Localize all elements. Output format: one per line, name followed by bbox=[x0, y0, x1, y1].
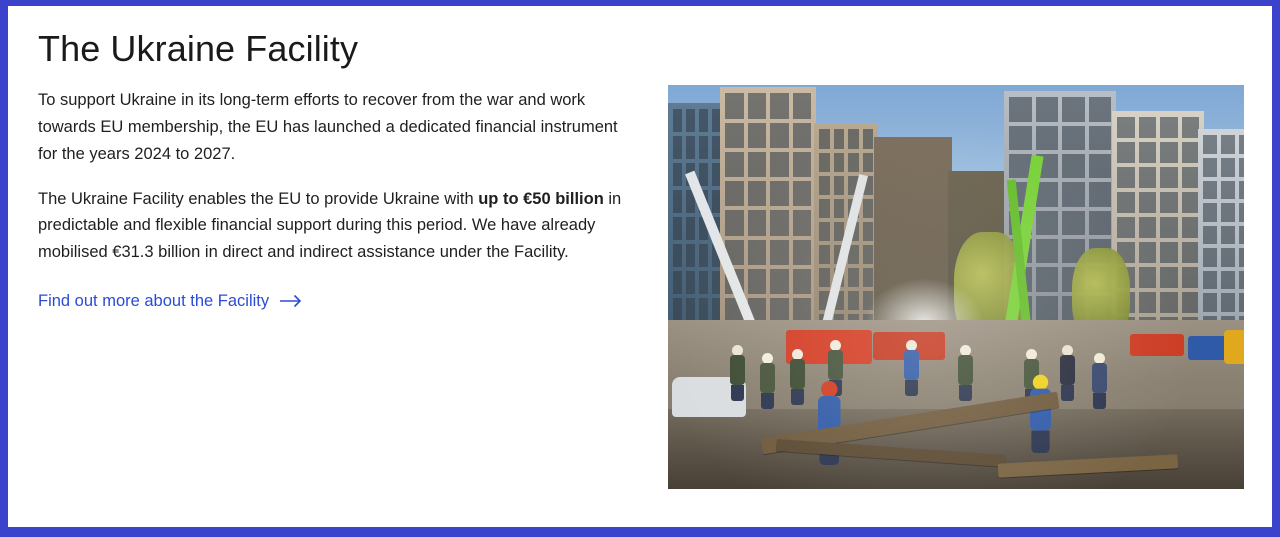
funding-text-tail: in predictable and flexible financial support during this period. We have already mobilised €31.3 billion in direct and indirect assistance under the Facility. bbox=[38, 189, 622, 261]
find-out-more-label: Find out more about the Facility bbox=[38, 291, 270, 310]
ukraine-facility-card bbox=[8, 6, 1272, 527]
photo-building bbox=[1198, 129, 1244, 339]
photo-rescue-worker bbox=[790, 349, 805, 405]
photo-excavator bbox=[1224, 330, 1244, 364]
text-column bbox=[38, 85, 638, 509]
funding-amount-highlight: up to €50 billion bbox=[478, 189, 604, 208]
photo-rescue-worker bbox=[958, 345, 973, 401]
paragraph-intro bbox=[38, 87, 638, 167]
card-body bbox=[38, 85, 1244, 509]
find-out-more-link[interactable] bbox=[38, 292, 303, 311]
paragraph-intro-text: To support Ukraine in its long-term efforts to recover from the war and work towards EU membership, the EU has launched a dedicated financial instrument for the years 2024 to 2027. bbox=[38, 91, 618, 163]
photo-rescue-worker bbox=[760, 353, 775, 409]
facility-photo bbox=[668, 85, 1244, 489]
photo-fire-truck bbox=[1130, 334, 1184, 356]
photo-rescue-worker bbox=[730, 345, 745, 401]
paragraph-funding bbox=[38, 186, 638, 266]
image-column bbox=[668, 85, 1244, 509]
page-title: The Ukraine Facility bbox=[38, 28, 359, 69]
photo-building bbox=[720, 87, 816, 357]
funding-text-lead: The Ukraine Facility enables the EU to provide Ukraine with bbox=[38, 189, 479, 208]
photo-rescue-worker bbox=[1060, 345, 1075, 401]
photo-worker-carrying-beam bbox=[1030, 375, 1051, 453]
arrow-right-icon bbox=[279, 294, 303, 308]
photo-rescue-worker bbox=[904, 340, 919, 396]
photo-rescue-worker bbox=[1092, 353, 1107, 409]
